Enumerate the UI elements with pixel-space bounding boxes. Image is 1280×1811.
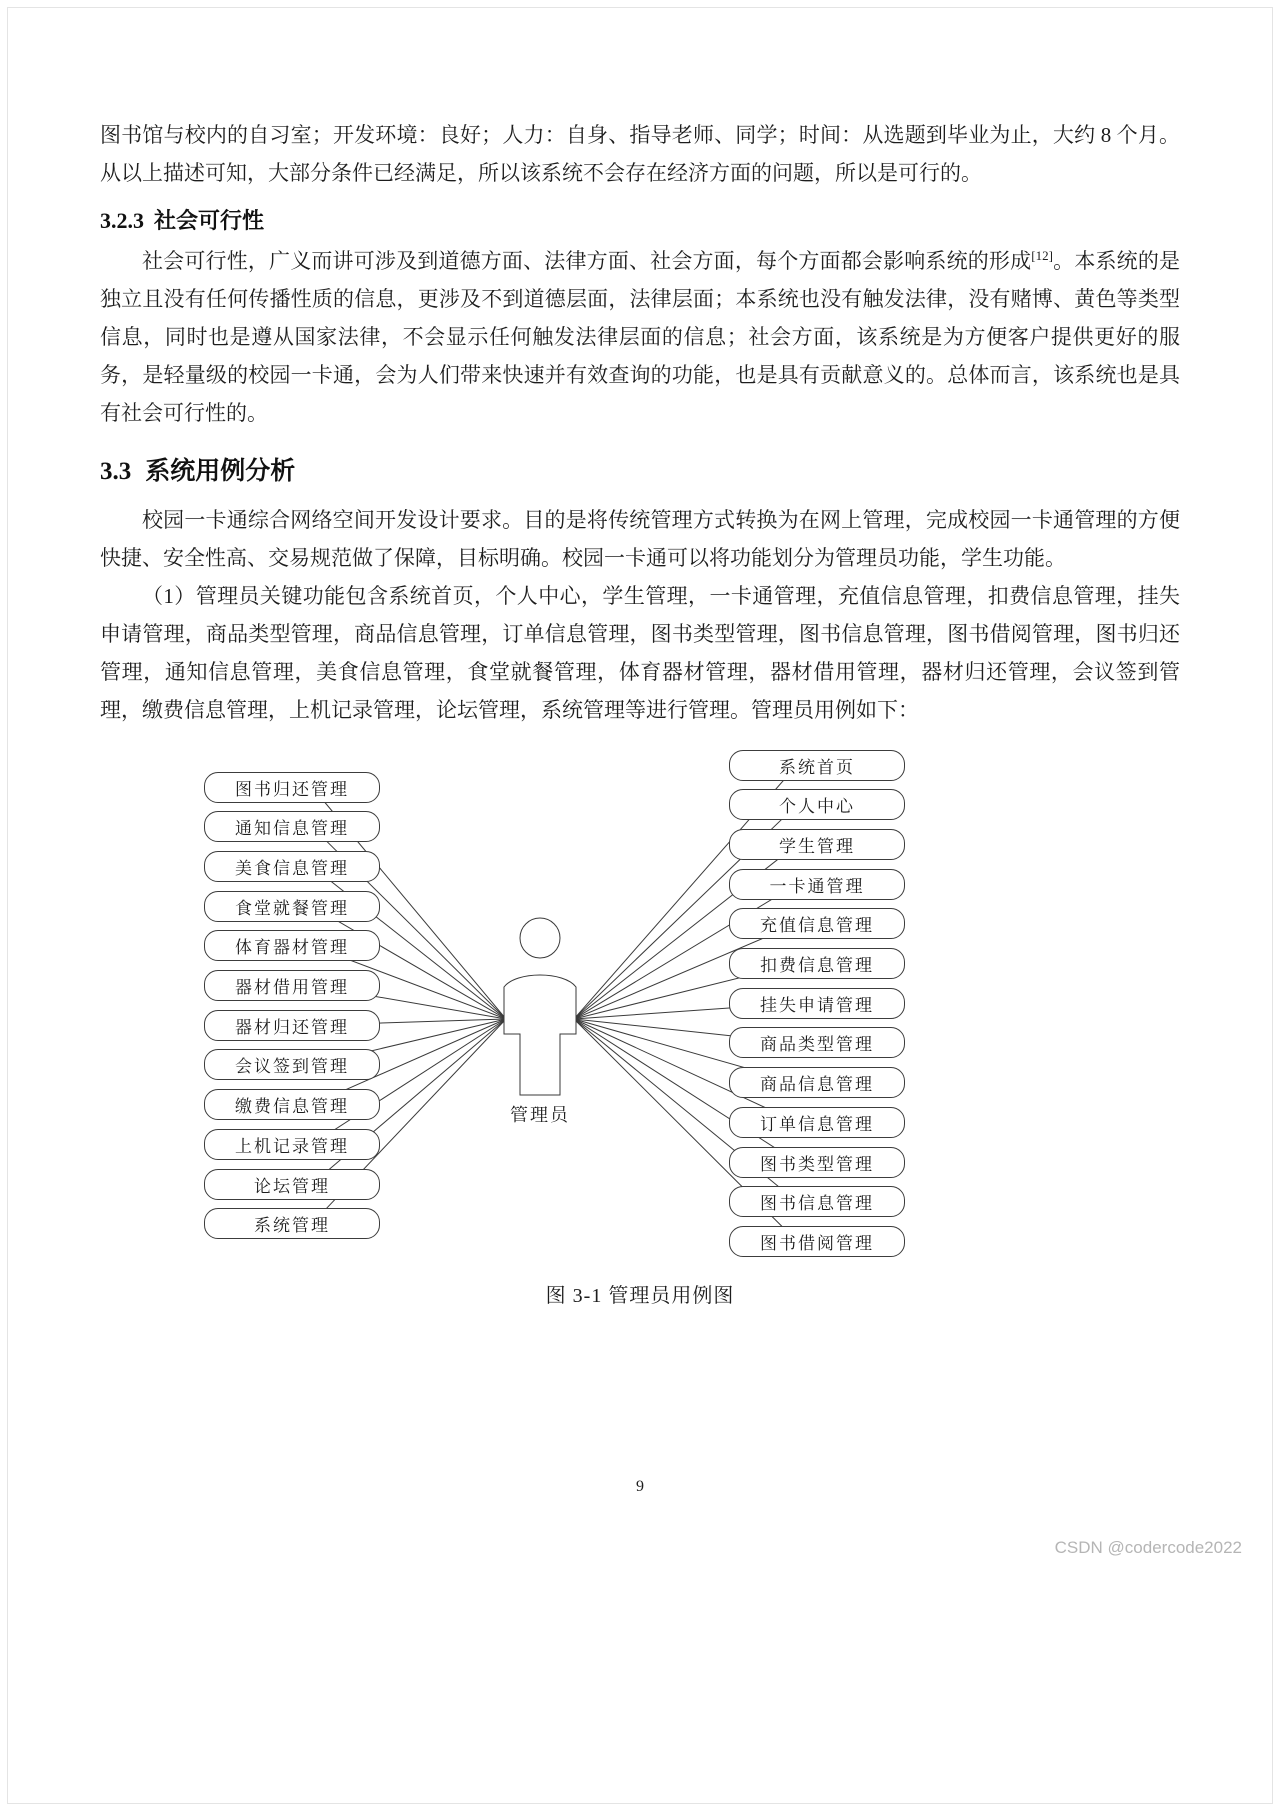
figure-caption: 图 3-1 管理员用例图	[545, 1285, 735, 1307]
usecase-node: 美食信息管理	[204, 851, 380, 882]
watermark: CSDN @codercode2022	[1054, 1538, 1242, 1557]
usecase-node: 图书类型管理	[729, 1147, 905, 1178]
usecase-node: 系统首页	[729, 750, 905, 781]
usecase-node: 器材归还管理	[204, 1010, 380, 1041]
usecase-node: 商品信息管理	[729, 1067, 905, 1098]
section-title: 系统用例分析	[145, 457, 296, 485]
paragraph-economic-feasibility-continued: 图书馆与校内的自习室；开发环境：良好；人力：自身、指导老师、同学；时间：从选题到毕业为止，大约 8 个月。从以上描述可知，大部分条件已经满足，所以该系统不会存在经济方面的问题，所以是可行的。	[100, 123, 1180, 185]
usecase-node: 通知信息管理	[204, 811, 380, 842]
actor-body	[504, 975, 576, 1095]
paragraph-social-feasibility	[100, 242, 1180, 432]
usecase-node: 图书借阅管理	[729, 1226, 905, 1257]
page-number: 9	[636, 1478, 644, 1495]
usecase-node: 充值信息管理	[729, 908, 905, 939]
admin-usecase-diagram	[100, 741, 1180, 1269]
citation-reference-12: [12]	[1031, 248, 1053, 263]
usecase-node: 食堂就餐管理	[204, 891, 380, 922]
actor-head	[520, 918, 560, 958]
usecase-node: 订单信息管理	[729, 1107, 905, 1138]
text-run: 。本系统的是独立且没有任何传播性质的信息，更涉及不到道德层面，法律层面；本系统也没有触发法律，没有赌博、黄色等类型信息，同时也是遵从国家法律，不会显示任何触发法律层面的信息；社会方面，该系统是为方便客户提供更好的服务，是轻量级的校园一卡通，会为人们带来快速并有效查询的功能，也是具有贡献意义的。总体而言，该系统也是具有社会可行性的。	[100, 249, 1181, 425]
usecase-node: 图书归还管理	[204, 772, 380, 803]
usecase-node: 体育器材管理	[204, 930, 380, 961]
paragraph-usecase-intro: 校园一卡通综合网络空间开发设计要求。目的是将传统管理方式转换为在网上管理，完成校园一卡通管理的方便快捷、安全性高、交易规范做了保障，目标明确。校园一卡通可以将功能划分为管理员功能，学生功能。	[100, 508, 1180, 570]
text-run: 社会可行性，广义而讲可涉及到道德方面、法律方面、社会方面，每个方面都会影响系统的形成	[142, 249, 1032, 273]
usecase-node: 器材借用管理	[204, 970, 380, 1001]
usecase-node: 论坛管理	[204, 1169, 380, 1200]
usecase-node: 系统管理	[204, 1208, 380, 1239]
actor-label: 管理员	[510, 1105, 570, 1125]
usecase-node: 会议签到管理	[204, 1049, 380, 1080]
usecase-node: 图书信息管理	[729, 1186, 905, 1217]
section-heading-3-3	[100, 454, 1180, 489]
section-title: 社会可行性	[154, 208, 265, 233]
section-number: 3.3	[100, 458, 132, 485]
usecase-node: 一卡通管理	[729, 869, 905, 900]
usecase-node: 挂失申请管理	[729, 988, 905, 1019]
usecase-node: 学生管理	[729, 829, 905, 860]
section-number: 3.2.3	[100, 208, 144, 233]
usecase-node: 扣费信息管理	[729, 948, 905, 979]
usecase-node: 上机记录管理	[204, 1129, 380, 1160]
usecase-node: 缴费信息管理	[204, 1089, 380, 1120]
paragraph-admin-functions: （1）管理员关键功能包含系统首页，个人中心，学生管理，一卡通管理，充值信息管理，扣费信息管理，挂失申请管理，商品类型管理，商品信息管理，订单信息管理，图书类型管理，图书信息管理，图书借阅管理，图书归还管理，通知信息管理，美食信息管理，食堂就餐管理，体育器材管理，器材借用管理，器材归还管理，会议签到管理，缴费信息管理，上机记录管理，论坛管理，系统管理等进行管理。管理员用例如下：	[100, 584, 1180, 722]
usecase-node: 个人中心	[729, 789, 905, 820]
section-heading-3-2-3	[100, 206, 1180, 236]
usecase-node: 商品类型管理	[729, 1027, 905, 1058]
